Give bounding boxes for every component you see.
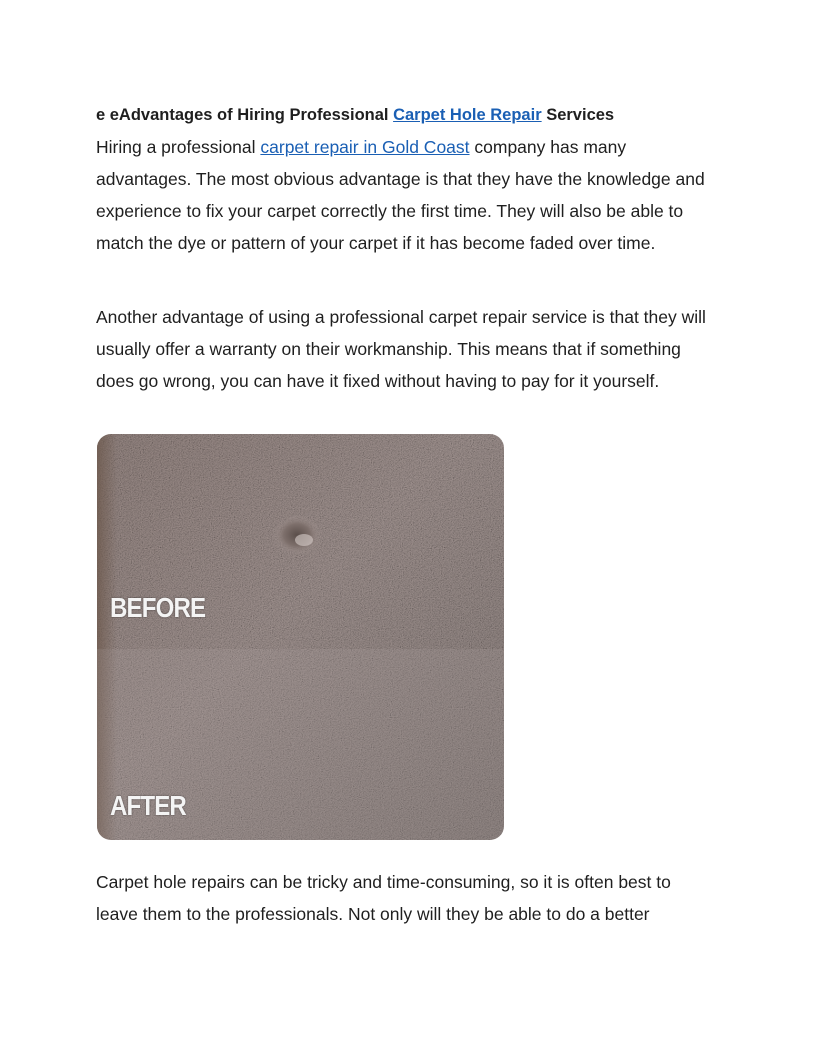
paragraph1-prefix: Hiring a professional (96, 137, 261, 157)
paragraph-tricky-repairs: Carpet hole repairs can be tricky and time-consuming, so it is often best to leave them to the professionals. Not only will they be able to do a better (96, 872, 671, 924)
paragraph-hiring-professional (96, 131, 716, 259)
before-after-carpet-image (97, 434, 504, 840)
paragraph1-suffix: company has many advantages. The most obvious advantage is that they have the knowledge and experience to fix your carpet correctly the first time. They will also be able to match the dye or pattern of your carpet if it has become faded over time. (96, 137, 705, 253)
carpet-hole-highlight (295, 534, 313, 546)
carpet-hole (273, 515, 321, 555)
section-heading (96, 102, 716, 128)
carpet-repair-gold-coast-link[interactable]: carpet repair in Gold Coast (260, 137, 470, 157)
after-label: AFTER (110, 790, 186, 821)
carpet-texture-graphic (97, 434, 504, 840)
paragraph-warranty: Another advantage of using a professional carpet repair service is that they will usually offer a warranty on their workmanship. This means that if something does go wrong, you can have it fixed without having to pay for it yourself. (96, 307, 706, 391)
carpet-hole-repair-link[interactable]: Carpet Hole Repair (393, 106, 542, 124)
before-label: BEFORE (110, 592, 206, 623)
heading-suffix: Services (541, 106, 615, 124)
heading-prefix: e eAdvantages of Hiring Professional (96, 106, 394, 124)
